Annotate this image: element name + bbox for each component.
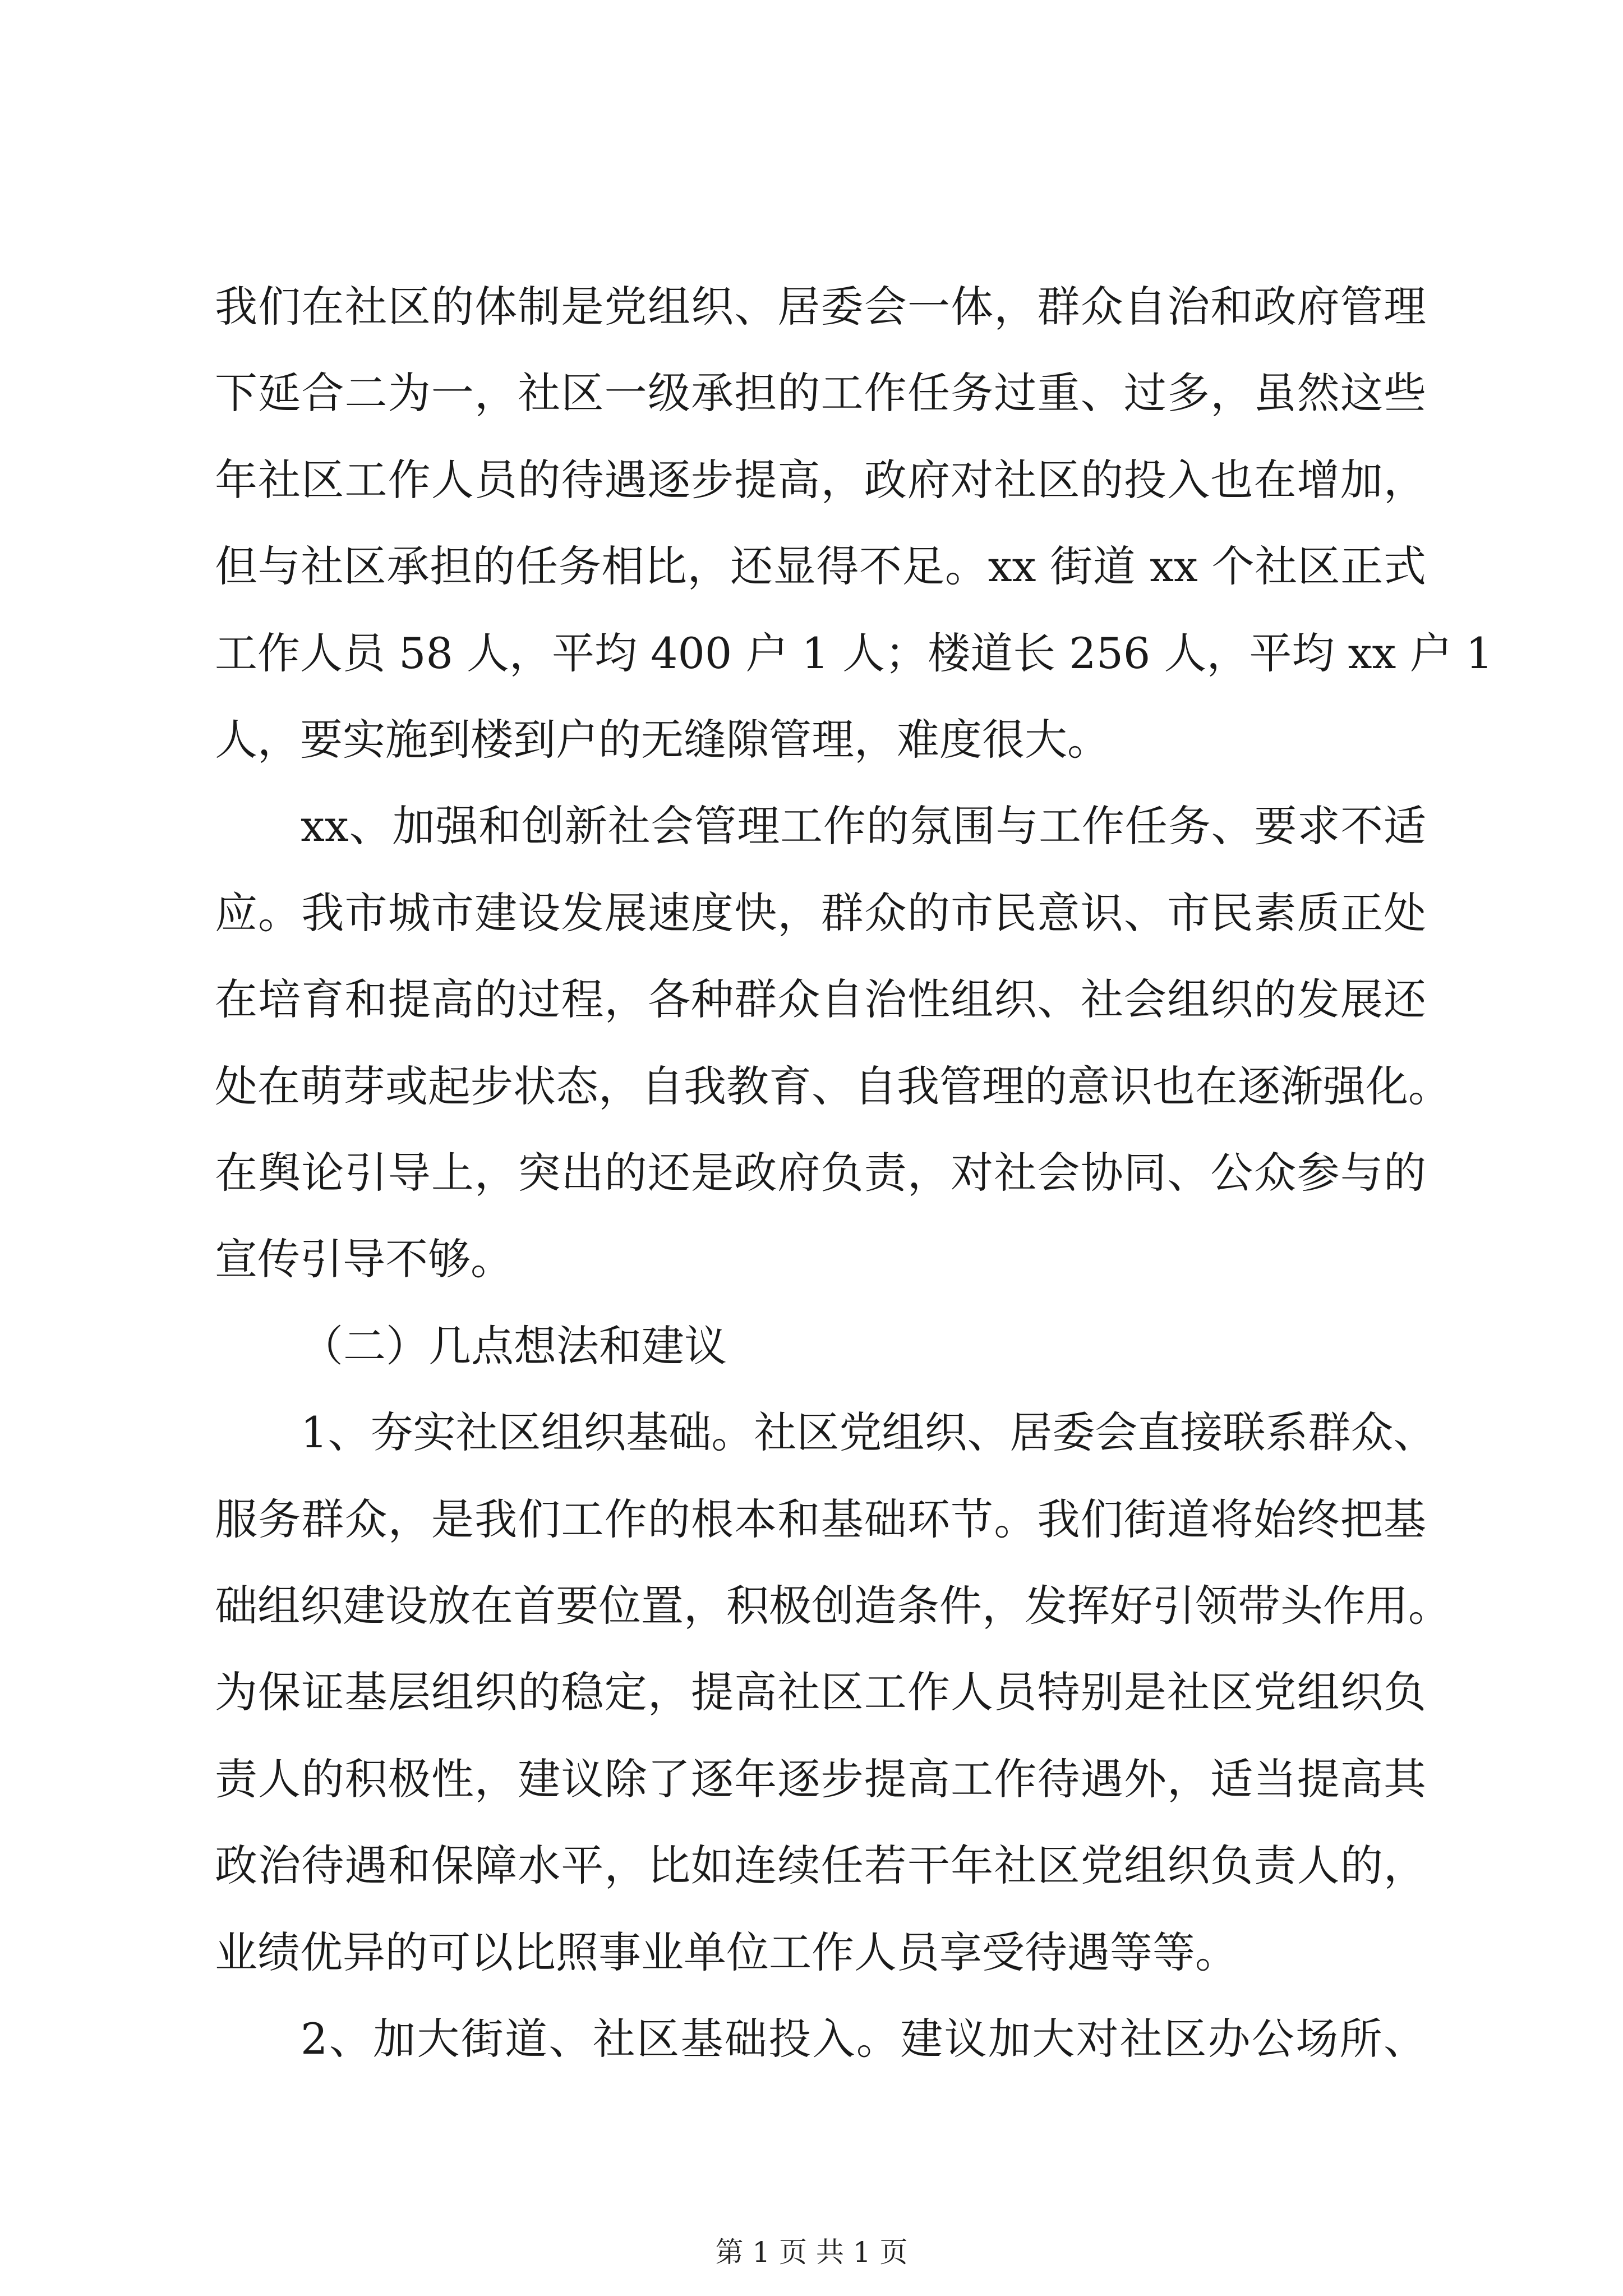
text-line-1: 我们在社区的体制是党组织、居委会一体，群众自治和政府管理 [215,282,1426,332]
text-line-8: 应。我市城市建设发展速度快，群众的市民意识、市民素质正处 [215,888,1426,938]
text-line-9: 在培育和提高的过程，各种群众自治性组织、社会组织的发展还 [215,974,1426,1024]
text-line-7: xx、加强和创新社会管理工作的氛围与工作任务、要求不适 [301,801,1426,851]
text-line-11: 在舆论引导上，突出的还是政府负责，对社会协同、公众参与的 [215,1148,1426,1198]
text-line-16: 础组织建设放在首要位置，积极创造条件，发挥好引领带头作用。 [215,1581,1451,1631]
text-line-4: 但与社区承担的任务相比，还显得不足。xx 街道 xx 个社区正式 [215,541,1426,591]
section-heading: （二）几点想法和建议 [301,1321,727,1371]
text-line-15: 服务群众，是我们工作的根本和基础环节。我们街道将始终把基 [215,1494,1426,1544]
text-line-5: 工作人员 58 人，平均 400 户 1 人；楼道长 256 人，平均 xx 户 1 [215,628,1493,678]
text-line-3: 年社区工作人员的待遇逐步提高，政府对社区的投入也在增加， [215,455,1426,505]
text-line-10: 处在萌芽或起步状态，自我教育、自我管理的意识也在逐渐强化。 [215,1061,1451,1111]
text-line-12: 宣传引导不够。 [215,1234,513,1284]
page-footer: 第 1 页 共 1 页 [715,2236,908,2269]
text-line-14: 1、夯实社区组织基础。社区党组织、居委会直接联系群众、 [301,1407,1436,1457]
text-line-6: 人，要实施到楼到户的无缝隙管理，难度很大。 [215,715,1110,765]
text-line-2: 下延合二为一，社区一级承担的工作任务过重、过多，虽然这些 [215,368,1426,418]
text-line-20: 业绩优异的可以比照事业单位工作人员享受待遇等等。 [215,1927,1238,1977]
text-line-18: 责人的积极性，建议除了逐年逐步提高工作待遇外，适当提高其 [215,1754,1426,1804]
text-line-21: 2、加大街道、社区基础投入。建议加大对社区办公场所、 [301,2014,1426,2064]
text-line-19: 政治待遇和保障水平，比如连续任若干年社区党组织负责人的， [215,1841,1426,1890]
text-line-17: 为保证基层组织的稳定，提高社区工作人员特别是社区党组织负 [215,1667,1426,1717]
